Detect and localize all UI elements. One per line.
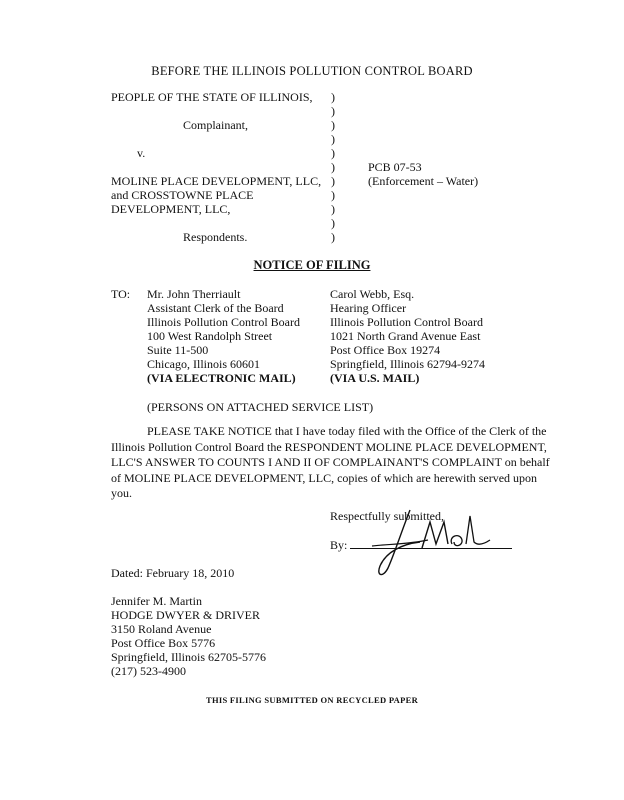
dated-line: Dated: February 18, 2010 — [111, 566, 235, 580]
respondent-line-3: DEVELOPMENT, LLC, — [111, 202, 231, 216]
board-title: BEFORE THE ILLINOIS POLLUTION CONTROL BOARD — [151, 64, 473, 78]
notice-body-text: that I have today filed with the Office of the Clerk of the Illinois Pollution Control Board the RESPONDENT MOLINE PLACE DEVELOPMENT, LLC'S ANSWER TO COUNTS I AND II OF COMPLAINANT'S COMPLAINT on behalf of MOLINE PLACE DEVELOPMENT, LLC, copies of which are herewith served upon you. — [111, 424, 550, 500]
recipient-2-name: Carol Webb, Esq. — [330, 287, 415, 301]
service-list-note: (PERSONS ON ATTACHED SERVICE LIST) — [147, 400, 374, 414]
paren: ) — [331, 104, 335, 118]
recipient-1-street: 100 West Randolph Street — [147, 329, 273, 343]
recipient-1-org: Illinois Pollution Control Board — [147, 315, 301, 329]
handwritten-signature — [350, 500, 500, 580]
paren: ) — [331, 174, 335, 188]
notice-lead: PLEASE TAKE NOTICE — [147, 424, 272, 438]
recipient-1-name: Mr. John Therriault — [147, 287, 241, 301]
paren: ) — [331, 118, 335, 132]
case-number: PCB 07-53 — [368, 160, 422, 174]
recipient-2-org: Illinois Pollution Control Board — [330, 315, 484, 329]
notice-body-paragraph — [111, 424, 551, 502]
recipient-1-suite: Suite 11-500 — [147, 343, 209, 357]
notice-heading: NOTICE OF FILING — [253, 258, 371, 272]
closing-text: Respectfully submitted, — [330, 509, 444, 523]
recipient-1-method: (VIA ELECTRONIC MAIL) — [147, 371, 296, 385]
paren: ) — [331, 146, 335, 160]
recipient-2-method: (VIA U.S. MAIL) — [330, 371, 420, 385]
firm-city: Springfield, Illinois 62705-5776 — [111, 650, 266, 664]
paren: ) — [331, 132, 335, 146]
by-label: By: — [330, 538, 348, 552]
paren: ) — [331, 160, 335, 174]
respondent-line-1: MOLINE PLACE DEVELOPMENT, LLC, — [111, 174, 322, 188]
law-firm: HODGE DWYER & DRIVER — [111, 608, 260, 622]
case-type: (Enforcement – Water) — [368, 174, 479, 188]
recipient-1-city: Chicago, Illinois 60601 — [147, 357, 260, 371]
recipient-2-title: Hearing Officer — [330, 301, 407, 315]
versus-label: v. — [137, 146, 146, 160]
paren: ) — [331, 216, 335, 230]
firm-box: Post Office Box 5776 — [111, 636, 216, 650]
attorney-name: Jennifer M. Martin — [111, 594, 202, 608]
firm-street: 3150 Roland Avenue — [111, 622, 212, 636]
recipient-2-box: Post Office Box 19274 — [330, 343, 441, 357]
to-label: TO: — [111, 287, 131, 301]
paren: ) — [331, 90, 335, 104]
respondents-label: Respondents. — [183, 230, 248, 244]
case-number-block — [368, 160, 478, 188]
paren: ) — [331, 230, 335, 244]
recipient-1-title: Assistant Clerk of the Board — [147, 301, 284, 315]
paren: ) — [331, 202, 335, 216]
firm-phone: (217) 523-4900 — [111, 664, 186, 678]
recipient-2-street: 1021 North Grand Avenue East — [330, 329, 481, 343]
plaintiff-name: PEOPLE OF THE STATE OF ILLINOIS, — [111, 90, 313, 104]
recipient-2-city: Springfield, Illinois 62794-9274 — [330, 357, 485, 371]
respondent-line-2: and CROSSTOWNE PLACE — [111, 188, 254, 202]
paren: ) — [331, 188, 335, 202]
complainant-label: Complainant, — [183, 118, 248, 132]
recycled-paper-note: THIS FILING SUBMITTED ON RECYCLED PAPER — [205, 695, 419, 705]
